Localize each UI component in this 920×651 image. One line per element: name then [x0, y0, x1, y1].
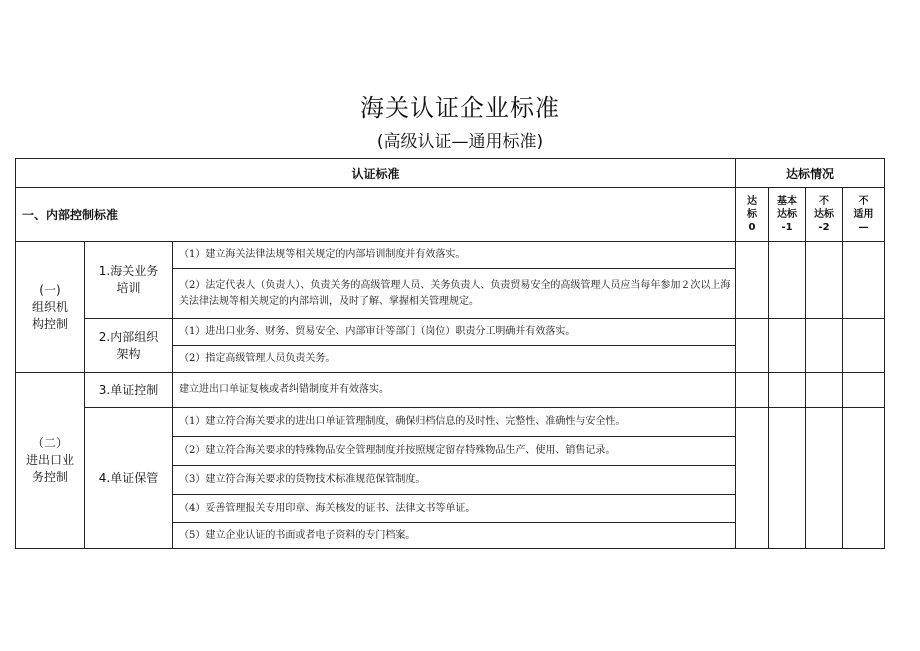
header-standard: 认证标准	[351, 166, 400, 181]
item-customs-training: 1.海关业务 培训	[98, 264, 159, 295]
header-status: 达标情况	[785, 166, 834, 181]
entry-text: 建立进出口单证复核或者纠错制度并有效落实。	[179, 384, 389, 395]
section-title: 一、内部控制标准	[22, 208, 119, 222]
entry-text: （2）建立符合海关要求的特殊物品安全管理制度并按照规定留存特殊物品生产、使用、销售记录。	[179, 445, 616, 456]
category-org-control: (一) 组织机 构控制	[31, 282, 68, 331]
entry-text: （4）妥善管理报关专用印章、海关核发的证书、法律文书等单证。	[179, 502, 476, 514]
document-subtitle: (高级认证—通用标准)	[376, 132, 544, 152]
status-col-basic: 基本 达标 -1	[777, 196, 797, 233]
entry-text: （1）建立符合海关要求的进出口单证管理制度，确保归档信息的及时性、完整性、准确性与安全性。	[179, 416, 626, 427]
entry-text: （1）进出口业务、财务、贸易安全、内部审计等部门（岗位）职责分工明确并有效落实。	[179, 326, 576, 337]
entry-text: （3）建立符合海关要求的货物技术标准规范保管制度。	[179, 474, 426, 485]
document-title: 海关认证企业标准	[360, 94, 560, 122]
entry-text: （2）指定高级管理人员负责关务。	[179, 353, 336, 364]
status-col-na: 不 适用 —	[853, 196, 874, 233]
category-import-export-control: （二） 进出口业 务控制	[25, 436, 74, 484]
entry-text: （2）法定代表人（负责人）、负责关务的高级管理人员、关务负责人、负责贸易安全的高级管理人员应当每年参加２次以上海关法律法规等相关规定的内部培训，及时了解、掌握相关管理规定。	[179, 279, 731, 307]
status-col-noncompliant: 不 达标 -2	[814, 196, 834, 233]
item-internal-structure: 2.内部组织 架构	[98, 329, 159, 361]
entry-text: （5）建立企业认证的书面或者电子资料的专门档案。	[179, 529, 416, 541]
entry-text: （1）建立海关法律法规等相关规定的内部培训制度并有效落实。	[179, 249, 466, 260]
status-col-compliant: 达 标 0	[747, 196, 757, 233]
item-document-control: 3.单证控制	[98, 382, 159, 397]
item-document-storage: 4.单证保管	[98, 470, 159, 485]
